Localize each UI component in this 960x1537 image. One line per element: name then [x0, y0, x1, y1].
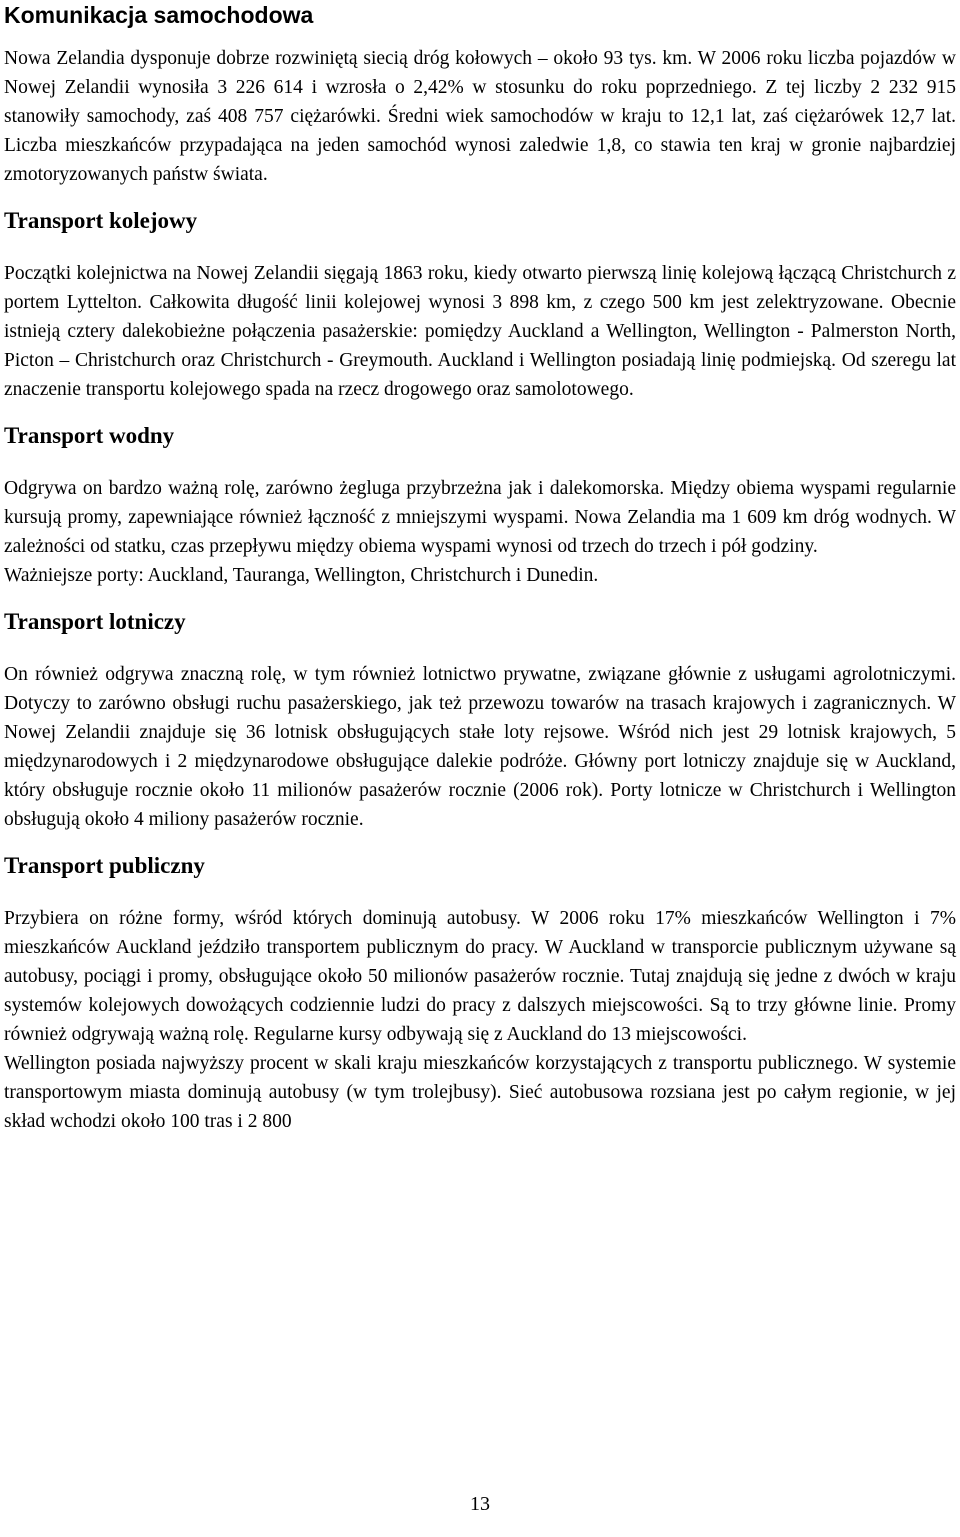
section-heading-air: Transport lotniczy [4, 609, 186, 634]
paragraph-water-ports: Ważniejsze porty: Auckland, Tauranga, Wellington, Christchurch i Dunedin. [4, 565, 599, 586]
section-heading-water: Transport wodny [4, 423, 175, 448]
paragraph-public-wellington: Wellington posiada najwyższy procent w skali kraju mieszkańców korzystających z transportu publicznego. W systemie transportowym miasta dominują autobusy (w tym trolejbusy). Sieć autobusowa rozsiana jest po całym regionie, w jej skład wchodzi około 100 tras i 2 800 [4, 1053, 956, 1132]
section-heading-road: Komunikacja samochodowa [4, 2, 314, 28]
document-page [4, 0, 956, 1136]
paragraph-rail: Początki kolejnictwa na Nowej Zelandii sięgają 1863 roku, kiedy otwarto pierwszą linię kolejową łączącą Christchurch z portem Lyttelton. Całkowita długość linii kolejowej wynosi 3 898 km, z czego 500 km jest zelektryzowane. Obecnie istnieją cztery dalekobieżne połączenia pasażerskie: pomiędzy Auckland a Wellington, Wellington - Palmerston North, Picton – Christchurch oraz Christchurch - Greymouth. Auckland i Wellington posiadają linię podmiejską. Od szeregu lat znaczenie transportu kolejowego spada na rzecz drogowego oraz samolotowego. [4, 263, 956, 400]
paragraph-public: Przybiera on różne formy, wśród których dominują autobusy. W 2006 roku 17% mieszkańców Wellington i 7% mieszkańców Auckland jeździło transportem publicznym do pracy. W Auckland w transporcie publicznym używane są autobusy, pociągi i promy, obsługujące około 50 milionów pasażerów rocznie. Tutaj znajdują się jedne z dwóch w kraju systemów kolejowych dowożących codziennie ludzi do pracy z dalszych miejscowości. Są to trzy główne linie. Promy również odgrywają ważną rolę. Regularne kursy odbywają się z Auckland do 13 miejscowości. [4, 908, 956, 1045]
paragraph-air: On również odgrywa znaczną rolę, w tym również lotnictwo prywatne, związane głównie z usługami agrolotniczymi. Dotyczy to zarówno obsługi ruchu pasażerskiego, jak też przewozu towarów na trasach krajowych i zagranicznych. W Nowej Zelandii znajduje się 36 lotnisk obsługujących stałe loty rejsowe. Wśród nich jest 29 lotnisk krajowych, 5 międzynarodowych i 2 międzynarodowe obsługujące dalekie podróże. Główny port lotniczy znajduje się w Auckland, który obsługuje rocznie około 11 milionów pasażerów rocznie (2006 rok). Porty lotnicze w Christchurch i Wellington obsługują około 4 miliony pasażerów rocznie. [4, 664, 956, 830]
paragraph-road: Nowa Zelandia dysponuje dobrze rozwiniętą siecią dróg kołowych – około 93 tys. km. W 2006 roku liczba pojazdów w Nowej Zelandii wynosiła 3 226 614 i wzrosła o 2,42% w stosunku do roku poprzedniego. Z tej liczby 2 232 915 stanowiły samochody, zaś 408 757 ciężarówki. Średni wiek samochodów w kraju to 12,1 lat, zaś ciężarówek 12,7 lat. Liczba mieszkańców przypadająca na jeden samochód wynosi zaledwie 1,8, co stawia ten kraj w gronie najbardziej zmotoryzowanych państw świata. [4, 48, 956, 185]
section-heading-public: Transport publiczny [4, 853, 205, 878]
page-number: 13 [470, 1493, 490, 1515]
paragraph-water: Odgrywa on bardzo ważną rolę, zarówno żegluga przybrzeżna jak i dalekomorska. Między obiema wyspami regularnie kursują promy, zapewniające również łączność z mniejszymi wyspami. Nowa Zelandia ma 1 609 km dróg wodnych. W zależności od statku, czas przepływu między obiema wyspami wynosi od trzech do trzech i pół godziny. [4, 478, 956, 557]
section-heading-rail: Transport kolejowy [4, 208, 198, 233]
